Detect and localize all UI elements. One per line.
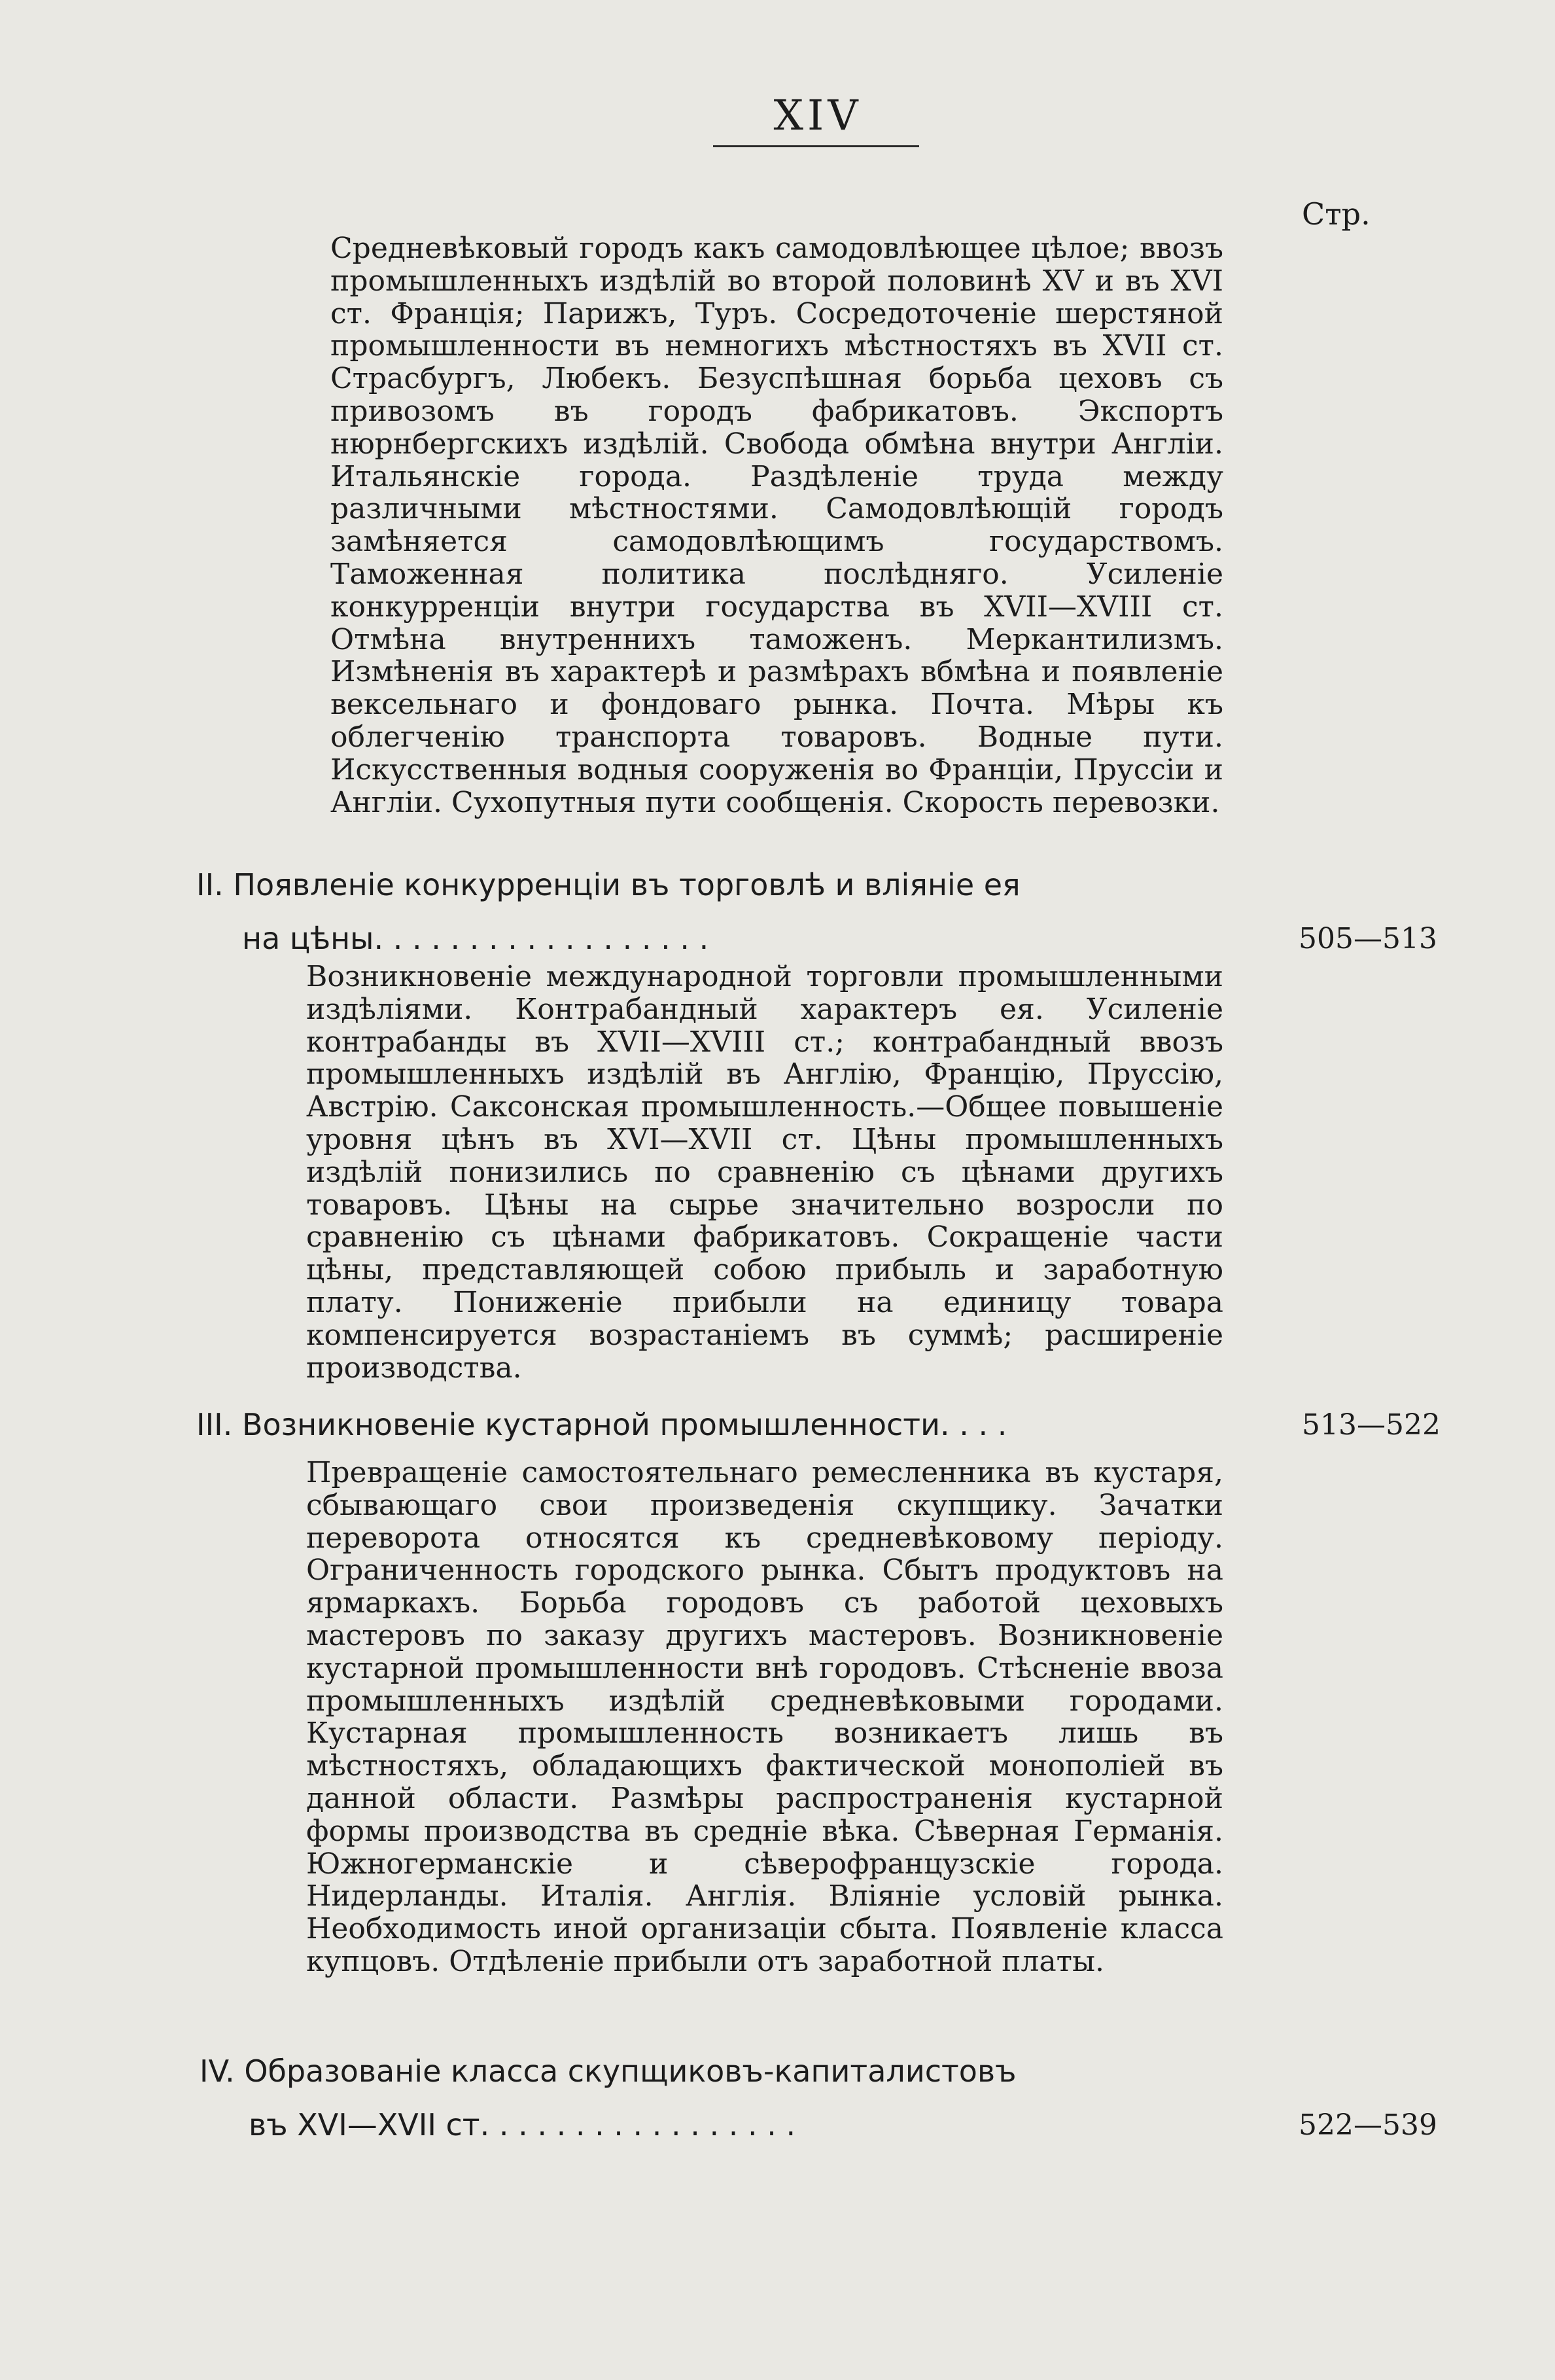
toc-entry-iv-pages: 522—539 <box>1299 2108 1437 2142</box>
toc-entry-iv-title-cont: въ XVI—XVII ст. . . . . . . . . . . . . . . . . <box>249 2107 796 2142</box>
toc-entry-iii-pages: 513—522 <box>1302 1408 1441 1442</box>
summary-paragraph-i: Средневѣковый городъ какъ самодовлѣющее цѣлое; ввозъ промышленныхъ издѣлій во второй половинѣ XV и въ XVI ст. Франція; Парижъ, Туръ. Сосредоточеніе шерстяной промышленности въ немногихъ мѣстностяхъ въ XVII ст. Страсбургъ, Любекъ. Безуспѣшная борьба цеховъ съ привозомъ въ городъ фабрикатовъ. Экспортъ нюрнбергскихъ издѣлій. Свобода обмѣна внутри Англіи. Итальянскіе города. Раздѣленіе труда между различными мѣстностями. Самодовлѣющій городъ замѣняется самодовлѣющимъ государствомъ. Таможенная политика послѣдняго. Усиленіе конкурренціи внутри государства въ XVII—XVIII ст. Отмѣна внутреннихъ таможенъ. Меркантилизмъ. Измѣненія въ характерѣ и размѣрахъ вбмѣна и появленіе вексельнаго и фондоваго рынка. Почта. Мѣры къ облегченію транспорта товаровъ. Водные пути. Искусственныя водныя сооруженія во Франціи, Пруссіи и Англіи. Сухопутныя пути сообщенія. Скорость перевозки. <box>330 232 1223 819</box>
header-rule <box>713 145 919 147</box>
toc-entry-ii-pages: 505—513 <box>1299 922 1437 955</box>
toc-entry-ii-title-cont: на цѣны. . . . . . . . . . . . . . . . . . <box>242 921 709 956</box>
summary-paragraph-iii: Превращеніе самостоятельнаго ремесленника въ кустаря, сбывающаго свои произведенія скупщику. Зачатки переворота относятся къ средневѣковому періоду. Ограниченность городского рынка. Сбытъ продуктовъ на ярмаркахъ. Борьба городовъ съ работой цеховыхъ мастеровъ по заказу другихъ мастеровъ. Возникновеніе кустарной промышленности внѣ городовъ. Стѣсненіе ввоза промышленныхъ издѣлій средневѣковыми городами. Кустарная промышленность возникаетъ лишь въ мѣстностяхъ, обладающихъ фактической монополіей въ данной области. Размѣры распространенія кустарной формы производства въ средніе вѣка. Сѣверная Германія. Южногерманскіе и сѣверофранцузскіе города. Нидерланды. Италія. Англія. Вліяніе условій рынка. Необходимость иной организаціи сбыта. Появленіе класса купцовъ. Отдѣленіе прибыли отъ заработной платы. <box>306 1456 1223 1978</box>
pages-column-label: Стр. <box>1302 196 1371 232</box>
toc-entry-ii-title: II. Появленіе конкурренціи въ торговлѣ и вліяніе ея <box>196 867 1021 902</box>
summary-paragraph-ii: Возникновеніе международной торговли промышленными издѣліями. Контрабандный характеръ ея. Усиленіе контрабанды въ XVII—XVIII ст.; контрабандный ввозъ промышленныхъ издѣлій въ Англію, Францію, Пруссію, Австрію. Саксонская промышленность.—Общее повышеніе уровня цѣнъ въ XVI—XVII ст. Цѣны промышленныхъ издѣлій понизились по сравненію съ цѣнами другихъ товаровъ. Цѣны на сырье значительно возросли по сравненію съ цѣнами фабрикатовъ. Сокращеніе части цѣны, представляющей собою прибыль и заработную плату. Пониженіе прибыли на единицу товара компенсируется возрастаніемъ въ суммѣ; расширеніе производства. <box>306 960 1223 1385</box>
toc-entry-iii-title: III. Возникновеніе кустарной промышленности. . . . <box>196 1407 1007 1442</box>
page-number: XIV <box>773 92 862 140</box>
toc-entry-iv-title: IV. Образованіе класса скупщиковъ-капиталистовъ <box>200 2053 1017 2089</box>
